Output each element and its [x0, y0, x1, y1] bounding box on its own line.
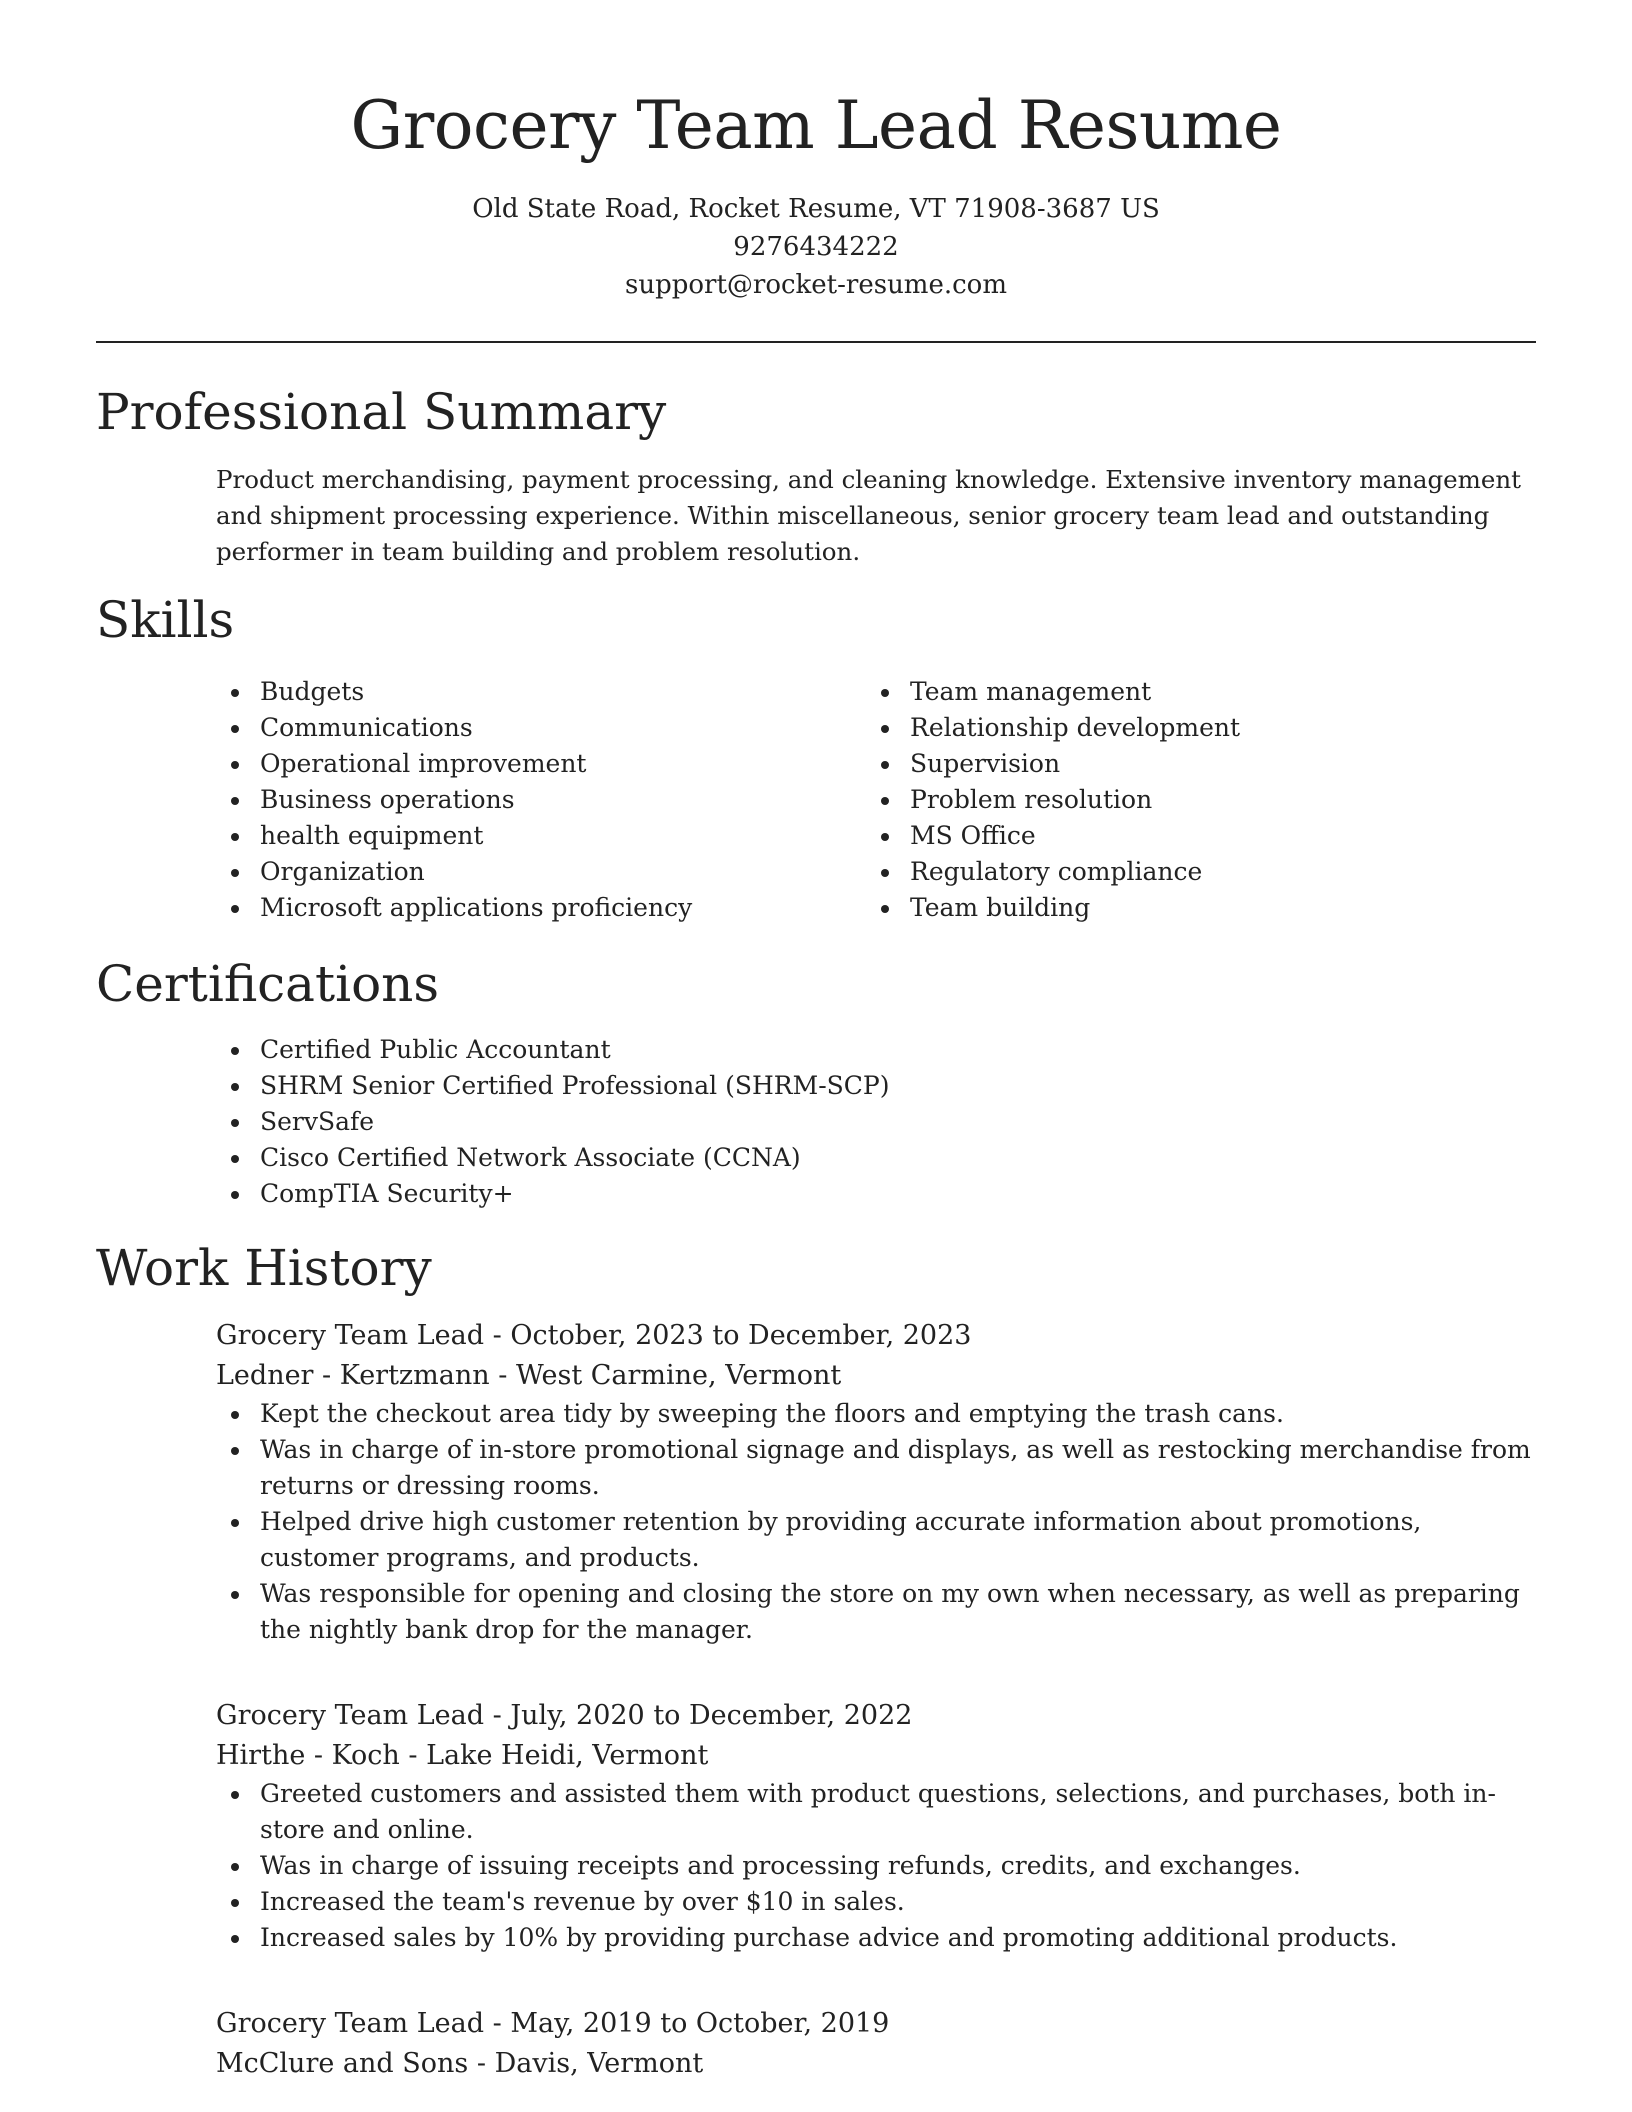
- certification-item: CompTIA Security+: [216, 1176, 1216, 1212]
- job-dates: - May, 2019 to October, 2019: [492, 2008, 890, 2039]
- job-dates: - October, 2023 to December, 2023: [492, 1320, 972, 1351]
- job-bullets: [216, 1396, 1536, 1648]
- job-title-line: [216, 1696, 1536, 1736]
- contact-email: support@rocket-resume.com: [624, 270, 1007, 300]
- job-entry: [216, 1696, 1536, 1956]
- contact-address: Old State Road, Rocket Resume, VT 71908-3687 US: [472, 194, 1160, 224]
- skill-item: Supervision: [866, 746, 1486, 782]
- job-title-line: [216, 1316, 1536, 1356]
- job-company: Hirthe - Koch: [216, 1740, 400, 1771]
- skill-item: Operational improvement: [216, 746, 836, 782]
- skill-item: Team building: [866, 890, 1486, 926]
- job-bullet: Was in charge of issuing receipts and processing refunds, credits, and exchanges.: [216, 1848, 1536, 1884]
- skill-item: Communications: [216, 710, 836, 746]
- certifications-list: [216, 1032, 1216, 1212]
- skill-item: Team management: [866, 674, 1486, 710]
- skill-item: Relationship development: [866, 710, 1486, 746]
- job-bullet: Increased the team's revenue by over $10 in sales.: [216, 1884, 1536, 1920]
- skill-item: health equipment: [216, 818, 836, 854]
- job-company: McClure and Sons: [216, 2048, 469, 2079]
- resume-title: Grocery Team Lead Resume: [350, 87, 1282, 164]
- skill-item: Regulatory compliance: [866, 854, 1486, 890]
- work-history-heading: Work History: [96, 1239, 432, 1297]
- job-title: Grocery Team Lead: [216, 2008, 485, 2039]
- job-company-line: [216, 1356, 1536, 1396]
- summary-heading: Professional Summary: [96, 383, 667, 441]
- job-bullet: Increased sales by 10% by providing purchase advice and promoting additional products.: [216, 1920, 1536, 1956]
- job-location: - Lake Heidi, Vermont: [408, 1740, 709, 1771]
- job-location: - West Carmine, Vermont: [498, 1360, 842, 1391]
- header-divider: [96, 341, 1536, 343]
- skills-heading: Skills: [96, 591, 235, 649]
- certifications-heading: Certifications: [96, 955, 440, 1013]
- certification-item: Certified Public Accountant: [216, 1032, 1216, 1068]
- job-bullet: Kept the checkout area tidy by sweeping the floors and emptying the trash cans.: [216, 1396, 1536, 1432]
- skill-item: Budgets: [216, 674, 836, 710]
- job-company-line: [216, 2044, 1536, 2084]
- contact-phone: 9276434222: [733, 232, 899, 262]
- job-company: Ledner - Kertzmann: [216, 1360, 490, 1391]
- certification-item: Cisco Certified Network Associate (CCNA): [216, 1140, 1216, 1176]
- job-title: Grocery Team Lead: [216, 1320, 485, 1351]
- summary-text: Product merchandising, payment processing, and cleaning knowledge. Extensive inventory management and shipment processing experience. Within miscellaneous, senior grocery team lead and outstanding performer in team building and problem resolution.: [216, 465, 1522, 566]
- job-title: Grocery Team Lead: [216, 1700, 485, 1731]
- job-bullets: [216, 1776, 1536, 1956]
- certification-item: ServSafe: [216, 1104, 1216, 1140]
- skill-item: MS Office: [866, 818, 1486, 854]
- job-entry: [216, 1316, 1536, 1648]
- skills-list-right: [866, 674, 1486, 926]
- job-title-line: [216, 2004, 1536, 2044]
- contact-block: [0, 190, 1632, 304]
- job-bullet: Was responsible for opening and closing the store on my own when necessary, as well as preparing the nightly bank drop for the manager.: [216, 1576, 1536, 1648]
- skill-item: Microsoft applications proficiency: [216, 890, 836, 926]
- job-bullet: Was in charge of in-store promotional signage and displays, as well as restocking merchandise from returns or dressing rooms.: [216, 1432, 1536, 1504]
- skill-item: Organization: [216, 854, 836, 890]
- skill-item: Business operations: [216, 782, 836, 818]
- resume-header: [0, 0, 1632, 304]
- job-dates: - July, 2020 to December, 2022: [492, 1700, 913, 1731]
- skills-list-left: [216, 674, 836, 926]
- job-entry: [216, 2004, 1536, 2084]
- job-bullet: Greeted customers and assisted them with product questions, selections, and purchases, both in-store and online.: [216, 1776, 1536, 1848]
- skill-item: Problem resolution: [866, 782, 1486, 818]
- job-location: - Davis, Vermont: [476, 2048, 704, 2079]
- job-company-line: [216, 1736, 1536, 1776]
- job-bullet: Helped drive high customer retention by providing accurate information about promotions, customer programs, and products.: [216, 1504, 1536, 1576]
- certification-item: SHRM Senior Certified Professional (SHRM-SCP): [216, 1068, 1216, 1104]
